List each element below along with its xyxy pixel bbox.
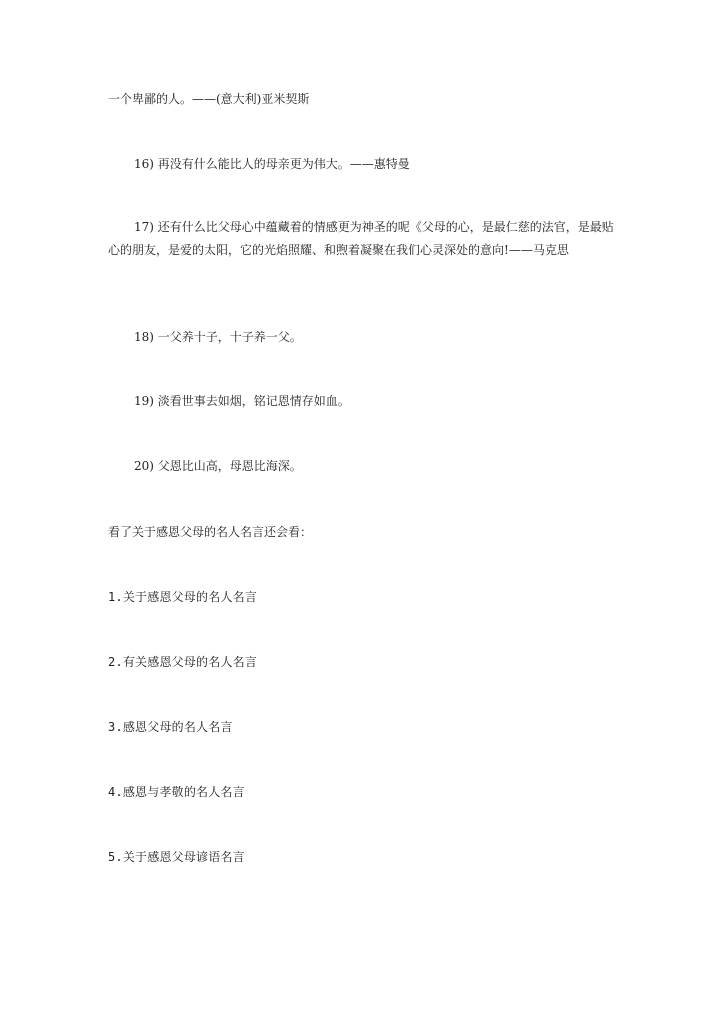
- quote-19: 19) 淡看世事去如烟，铭记恩情存如血。: [134, 394, 350, 408]
- quote-20: 20) 父恩比山高，母恩比海深。: [134, 459, 302, 473]
- quote-fragment: 一个卑鄙的人。——(意大利)亚米契斯: [108, 92, 310, 106]
- related-link[interactable]: 4.感恩与孝敬的名人名言: [108, 785, 245, 799]
- related-link[interactable]: 3.感恩父母的名人名言: [108, 720, 233, 734]
- related-link[interactable]: 5.关于感恩父母谚语名言: [108, 850, 245, 864]
- related-link[interactable]: 1.关于感恩父母的名人名言: [108, 590, 258, 604]
- quote-18: 18) 一父养十子，十子养一父。: [134, 330, 302, 344]
- related-link[interactable]: 2.有关感恩父母的名人名言: [108, 655, 258, 669]
- related-heading: 看了关于感恩父母的名人名言还会看：: [108, 525, 313, 539]
- quote-16: 16) 再没有什么能比人的母亲更为伟大。——惠特曼: [134, 157, 410, 171]
- quote-17: 17) 还有什么比父母心中蕴藏着的情感更为神圣的呢《父母的心，是最仁慈的法官，是最贴心的朋友，是爱的太阳，它的光焰照耀、和煦着凝聚在我们心灵深处的意向!——马克思: [108, 220, 614, 257]
